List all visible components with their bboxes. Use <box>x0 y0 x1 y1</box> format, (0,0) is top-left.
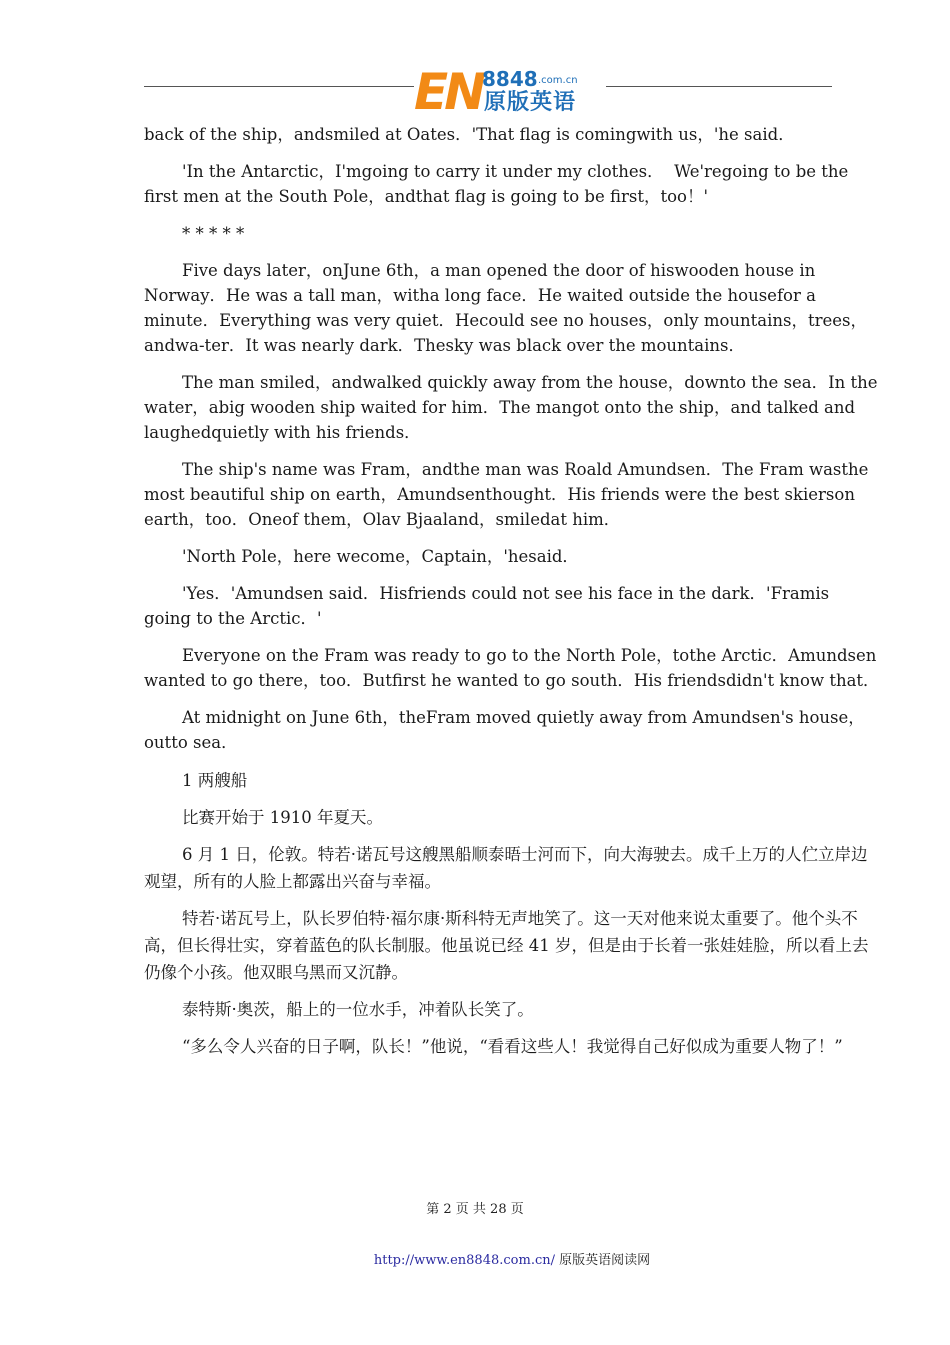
paragraph: The man smiled，andwalked quickly away from the house，downto the sea．In the water，abig wooden ship waited for him．The mangot onto the ship，and talked and laughedquietly with his friends． <box>144 373 883 442</box>
section-separator: * * * * * <box>182 224 245 243</box>
paragraph: 泰特斯·奥茨，船上的一位水手，冲着队长笑了。 <box>182 1000 534 1019</box>
chapter-heading: 1 两艘船 <box>182 771 248 790</box>
logo-number: 8848 <box>482 67 538 91</box>
paragraph: 比赛开始于 1910 年夏天。 <box>182 808 383 827</box>
paragraph: 6 月 1 日，伦敦。特若·诺瓦号这艘黑船顺泰晤士河而下，向大海驶去。成千上万的人伫立岸边观望，所有的人脸上都露出兴奋与幸福。 <box>144 845 868 891</box>
logo-chinese: 原版英语 <box>484 90 577 115</box>
paragraph: Everyone on the Fram was ready to go to the North Pole，tothe Arctic．Amundsen wanted to go there，too．Butfirst he wanted to go south．His friendsdidn't know that． <box>144 646 882 690</box>
paragraph: Five days later，onJune 6th，a man opened the door of hiswooden house in Norway．He was a tall man，witha long face．He waited outside the housefor a minute．Everything was very quiet．Hecould see no houses，only mountains，trees，andwa-ter．It was nearly dark．Thesky was black over the mountains． <box>144 261 868 355</box>
document-body <box>144 122 883 1070</box>
logo-en-text: EN <box>414 63 483 121</box>
logo-domain: .com.cn <box>538 75 578 86</box>
header-rule-right <box>606 86 832 87</box>
paragraph: 'Yes．'Amundsen said．Hisfriends could not see his face in the dark．'Framis going to the Arctic．' <box>144 584 835 628</box>
footer <box>0 1249 950 1268</box>
footer-site-name: 原版英语阅读网 <box>559 1253 651 1268</box>
page-number: 第 2 页 共 28 页 <box>426 1202 524 1217</box>
paragraph: 'North Pole，here wecome，Captain，'hesaid． <box>182 547 579 566</box>
paragraph: At midnight on June 6th，theFram moved quietly away from Amundsen's house，outto sea． <box>144 708 865 752</box>
site-logo <box>414 64 606 120</box>
header-rule-left <box>144 86 414 87</box>
paragraph: 特若·诺瓦号上，队长罗伯特·福尔康·斯科特无声地笑了。这一天对他来说太重要了。他个头不高，但长得壮实，穿着蓝色的队长制服。他虽说已经 41 岁，但是由于长着一张娃娃脸，所以看上去仍像个小孩。他双眼乌黑而又沉静。 <box>144 909 869 982</box>
footer-link[interactable]: http://www.en8848.com.cn/ <box>373 1253 555 1268</box>
paragraph: 'In the Antarctic，I'mgoing to carry it under my clothes． We'regoing to be the first men at the South Pole，andthat flag is going to be first，too！' <box>144 162 854 206</box>
paragraph: back of the ship，andsmiled at Oates．'That flag is comingwith us，'he said． <box>144 125 795 144</box>
paragraph: “多么令人兴奋的日子啊，队长！”他说，“看看这些人！我觉得自己好似成为重要人物了！” <box>182 1037 843 1056</box>
paragraph: The ship's name was Fram，andthe man was Roald Amundsen．The Fram wasthe most beautiful ship on earth，Amundsenthought．His friends were the best skierson earth，too．Oneof them，Olav Bjaaland，smiledat him． <box>144 460 874 529</box>
